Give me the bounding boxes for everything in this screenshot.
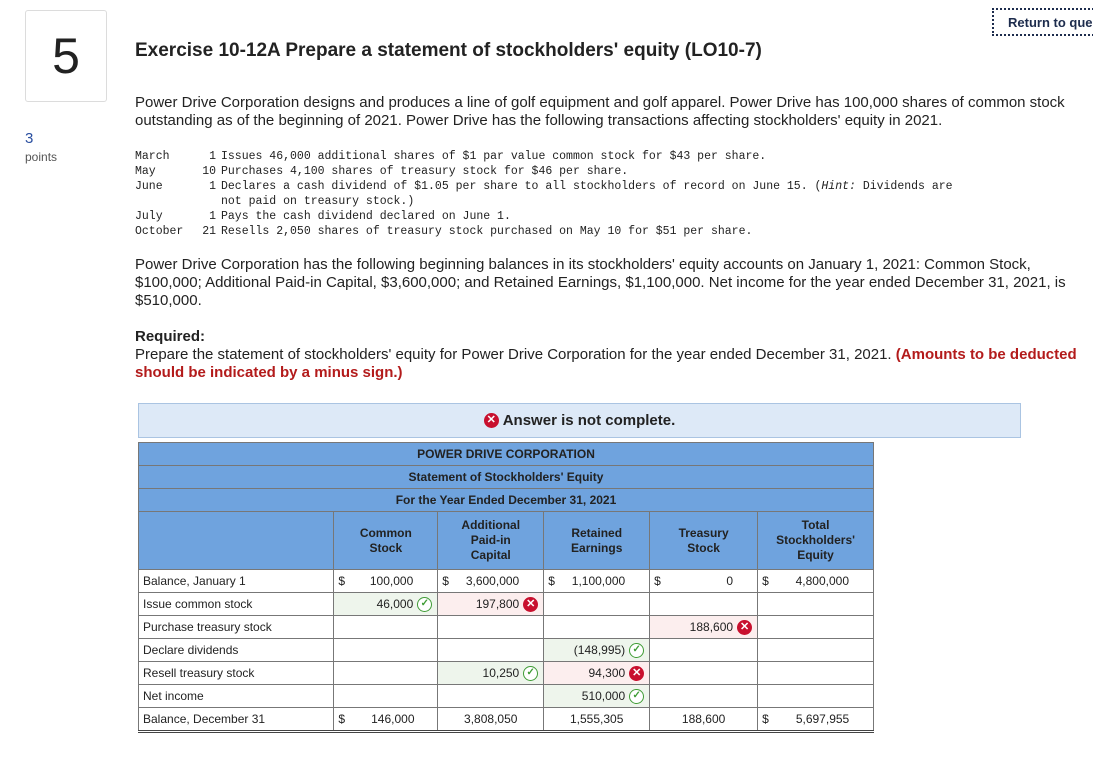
transaction-row — [135, 209, 953, 224]
required-section — [135, 328, 1080, 382]
header-line: Total — [801, 518, 830, 532]
transaction-day: 10 — [202, 165, 216, 178]
required-heading: Required: — [135, 328, 206, 345]
currency-symbol: $ — [338, 574, 346, 588]
table-row — [139, 708, 874, 732]
incorrect-icon: ✕ — [737, 620, 752, 635]
currency-symbol: $ — [442, 574, 449, 588]
table-row — [139, 616, 874, 639]
row-label: Declare dividends — [139, 639, 334, 662]
cell-retained[interactable] — [544, 593, 650, 616]
cell-retained[interactable] — [544, 662, 650, 685]
transaction-month: March — [135, 150, 170, 163]
cell-total[interactable] — [758, 570, 874, 593]
transaction-text: not paid on treasury stock.) — [221, 195, 415, 208]
required-note: (Amounts to be deducted should be indicated by a minus sign.) — [135, 346, 1077, 381]
cell-total[interactable] — [758, 685, 874, 708]
col-treasury-stock — [650, 512, 758, 570]
header-line: Paid-in — [470, 533, 511, 547]
header-line: Earnings — [571, 540, 623, 555]
header-line: Stock — [687, 540, 720, 555]
cell-value: 3,808,050 — [464, 712, 518, 726]
transaction-row — [135, 164, 953, 179]
cell-value: 510,000 — [581, 689, 626, 703]
header-line: Stock — [369, 540, 403, 555]
transaction-text — [221, 179, 953, 194]
cell-retained[interactable] — [544, 616, 650, 639]
transaction-row — [135, 149, 953, 164]
cell-apic[interactable] — [438, 616, 544, 639]
transaction-month: July — [135, 210, 163, 223]
cell-common[interactable] — [334, 570, 438, 593]
transaction-row — [135, 224, 953, 239]
label-column-header — [139, 512, 334, 570]
col-common-stock — [334, 512, 438, 570]
points-indicator — [25, 130, 57, 164]
cell-value: 188,600 — [681, 712, 726, 726]
transaction-text: Issues 46,000 additional shares of $1 par value common stock for $43 per share. — [221, 150, 767, 163]
points-value: 3 — [25, 130, 34, 147]
cell-value: 3,600,000 — [465, 574, 520, 588]
stockholders-equity-worksheet — [138, 442, 874, 733]
row-label: Net income — [139, 685, 334, 708]
answer-status-bar — [138, 403, 1021, 438]
cell-treasury[interactable] — [650, 593, 758, 616]
cell-common[interactable] — [334, 616, 438, 639]
cell-apic[interactable] — [438, 570, 544, 593]
transaction-text-part: Dividends are — [855, 180, 953, 193]
transaction-text-part: Declares a cash dividend of $1.05 per share to all stockholders of record on June 15. ( — [221, 180, 822, 193]
currency-symbol: $ — [762, 574, 769, 588]
incorrect-icon: ✕ — [484, 413, 499, 428]
cell-total[interactable] — [758, 593, 874, 616]
table-row — [139, 593, 874, 616]
correct-check-icon: ✓ — [629, 689, 644, 704]
currency-symbol: $ — [654, 574, 661, 588]
cell-treasury[interactable] — [650, 685, 758, 708]
cell-value: 1,555,305 — [570, 712, 624, 726]
currency-symbol: $ — [762, 712, 769, 726]
cell-total[interactable] — [758, 616, 874, 639]
company-name: POWER DRIVE CORPORATION — [139, 443, 874, 466]
header-line: Additional — [461, 518, 521, 532]
transaction-text: Pays the cash dividend declared on June 1. — [221, 210, 511, 223]
incorrect-icon: ✕ — [629, 666, 644, 681]
cell-apic[interactable] — [438, 662, 544, 685]
currency-symbol: $ — [548, 574, 555, 588]
correct-check-icon: ✓ — [629, 643, 644, 658]
cell-common[interactable] — [334, 708, 438, 732]
cell-treasury[interactable] — [650, 662, 758, 685]
transaction-day — [193, 194, 221, 209]
cell-treasury[interactable] — [650, 639, 758, 662]
cell-common[interactable] — [334, 662, 438, 685]
cell-common[interactable] — [334, 685, 438, 708]
cell-value: 197,800 — [475, 597, 520, 611]
cell-apic[interactable] — [438, 708, 544, 732]
row-label: Balance, December 31 — [139, 708, 334, 732]
cell-common[interactable] — [334, 593, 438, 616]
cell-common[interactable] — [334, 639, 438, 662]
currency-symbol: $ — [338, 712, 346, 726]
col-apic — [438, 512, 544, 570]
statement-title: Statement of Stockholders' Equity — [139, 466, 874, 489]
cell-retained[interactable] — [544, 685, 650, 708]
required-text: Prepare the statement of stockholders' equity for Power Drive Corporation for the year ended December 31, 2021. — [135, 346, 892, 363]
row-label: Issue common stock — [139, 593, 334, 616]
cell-retained[interactable] — [544, 639, 650, 662]
cell-value: 5,697,955 — [795, 712, 850, 726]
transaction-row — [135, 179, 953, 194]
transaction-month — [135, 194, 193, 209]
cell-retained[interactable] — [544, 708, 650, 732]
question-number: 5 — [25, 10, 107, 102]
col-retained-earnings — [544, 512, 650, 570]
table-row — [139, 639, 874, 662]
transaction-text: Purchases 4,100 shares of treasury stock for $46 per share. — [221, 165, 629, 178]
transaction-text: Resells 2,050 shares of treasury stock purchased on May 10 for $51 per share. — [221, 225, 753, 238]
required-instructions — [135, 346, 1080, 382]
column-header-row — [139, 512, 874, 570]
statement-period: For the Year Ended December 31, 2021 — [139, 489, 874, 512]
cell-value: 188,600 — [689, 620, 734, 634]
transaction-day: 1 — [209, 210, 216, 223]
transaction-month: May — [135, 165, 156, 178]
cell-value: 0 — [726, 574, 734, 588]
table-row — [139, 662, 874, 685]
header-line: Common — [359, 525, 412, 540]
cell-retained[interactable] — [544, 570, 650, 593]
return-to-question-button[interactable]: Return to que — [992, 8, 1093, 36]
correct-check-icon: ✓ — [417, 597, 432, 612]
points-label: points — [25, 150, 58, 164]
header-line: Retained — [571, 525, 623, 540]
cell-total[interactable] — [758, 662, 874, 685]
header-line: Equity — [797, 548, 834, 562]
header-line: Capital — [470, 548, 511, 562]
transaction-day: 21 — [202, 225, 216, 238]
col-total-equity — [758, 512, 874, 570]
cell-apic[interactable] — [438, 639, 544, 662]
header-line: Treasury — [678, 525, 729, 540]
transaction-list — [135, 149, 953, 239]
correct-check-icon: ✓ — [523, 666, 538, 681]
cell-total[interactable] — [758, 708, 874, 732]
transaction-day: 1 — [209, 150, 216, 163]
beginning-balances-text: Power Drive Corporation has the following beginning balances in its stockholders' equity accounts on January 1, 2021: Common Stock, $100,000; Additional Paid-in Capital, $3,600,000; and Retained Earnings, $1,100,000. Net income for the year ended December 31, 2021, is $510,000. — [135, 256, 1066, 309]
exercise-intro: Power Drive Corporation designs and produces a line of golf equipment and golf apparel. Power Drive has 100,000 shares of common stock outstanding as of the beginning of 2021. Power Drive has the following transactions affecting stockholders' equity in 2021. — [135, 94, 1065, 129]
incorrect-icon: ✕ — [523, 597, 538, 612]
cell-treasury[interactable] — [650, 708, 758, 732]
cell-total[interactable] — [758, 639, 874, 662]
header-line: Stockholders' — [776, 533, 855, 547]
cell-value: 46,000 — [376, 597, 414, 611]
table-row — [139, 570, 874, 593]
cell-apic[interactable] — [438, 685, 544, 708]
cell-treasury[interactable] — [650, 570, 758, 593]
transaction-day: 1 — [209, 180, 216, 193]
cell-apic[interactable] — [438, 593, 544, 616]
cell-value: 1,100,000 — [571, 574, 626, 588]
hint-label: Hint: — [821, 180, 856, 193]
table-row — [139, 685, 874, 708]
cell-value: 4,800,000 — [795, 574, 849, 588]
cell-treasury[interactable] — [650, 616, 758, 639]
cell-value: 146,000 — [371, 712, 415, 726]
transaction-row — [135, 194, 953, 209]
transaction-month: October — [135, 225, 184, 238]
exercise-title: Exercise 10-12A Prepare a statement of stockholders' equity (LO10-7) — [135, 40, 762, 61]
cell-value: 94,300 — [588, 666, 626, 680]
cell-value: (148,995) — [573, 643, 626, 657]
row-label: Purchase treasury stock — [139, 616, 334, 639]
row-label: Resell treasury stock — [139, 662, 334, 685]
answer-status-text: Answer is not complete. — [502, 412, 676, 429]
transaction-month: June — [135, 180, 163, 193]
cell-value: 10,250 — [482, 666, 520, 680]
cell-value: 100,000 — [369, 574, 414, 588]
row-label: Balance, January 1 — [139, 570, 334, 593]
